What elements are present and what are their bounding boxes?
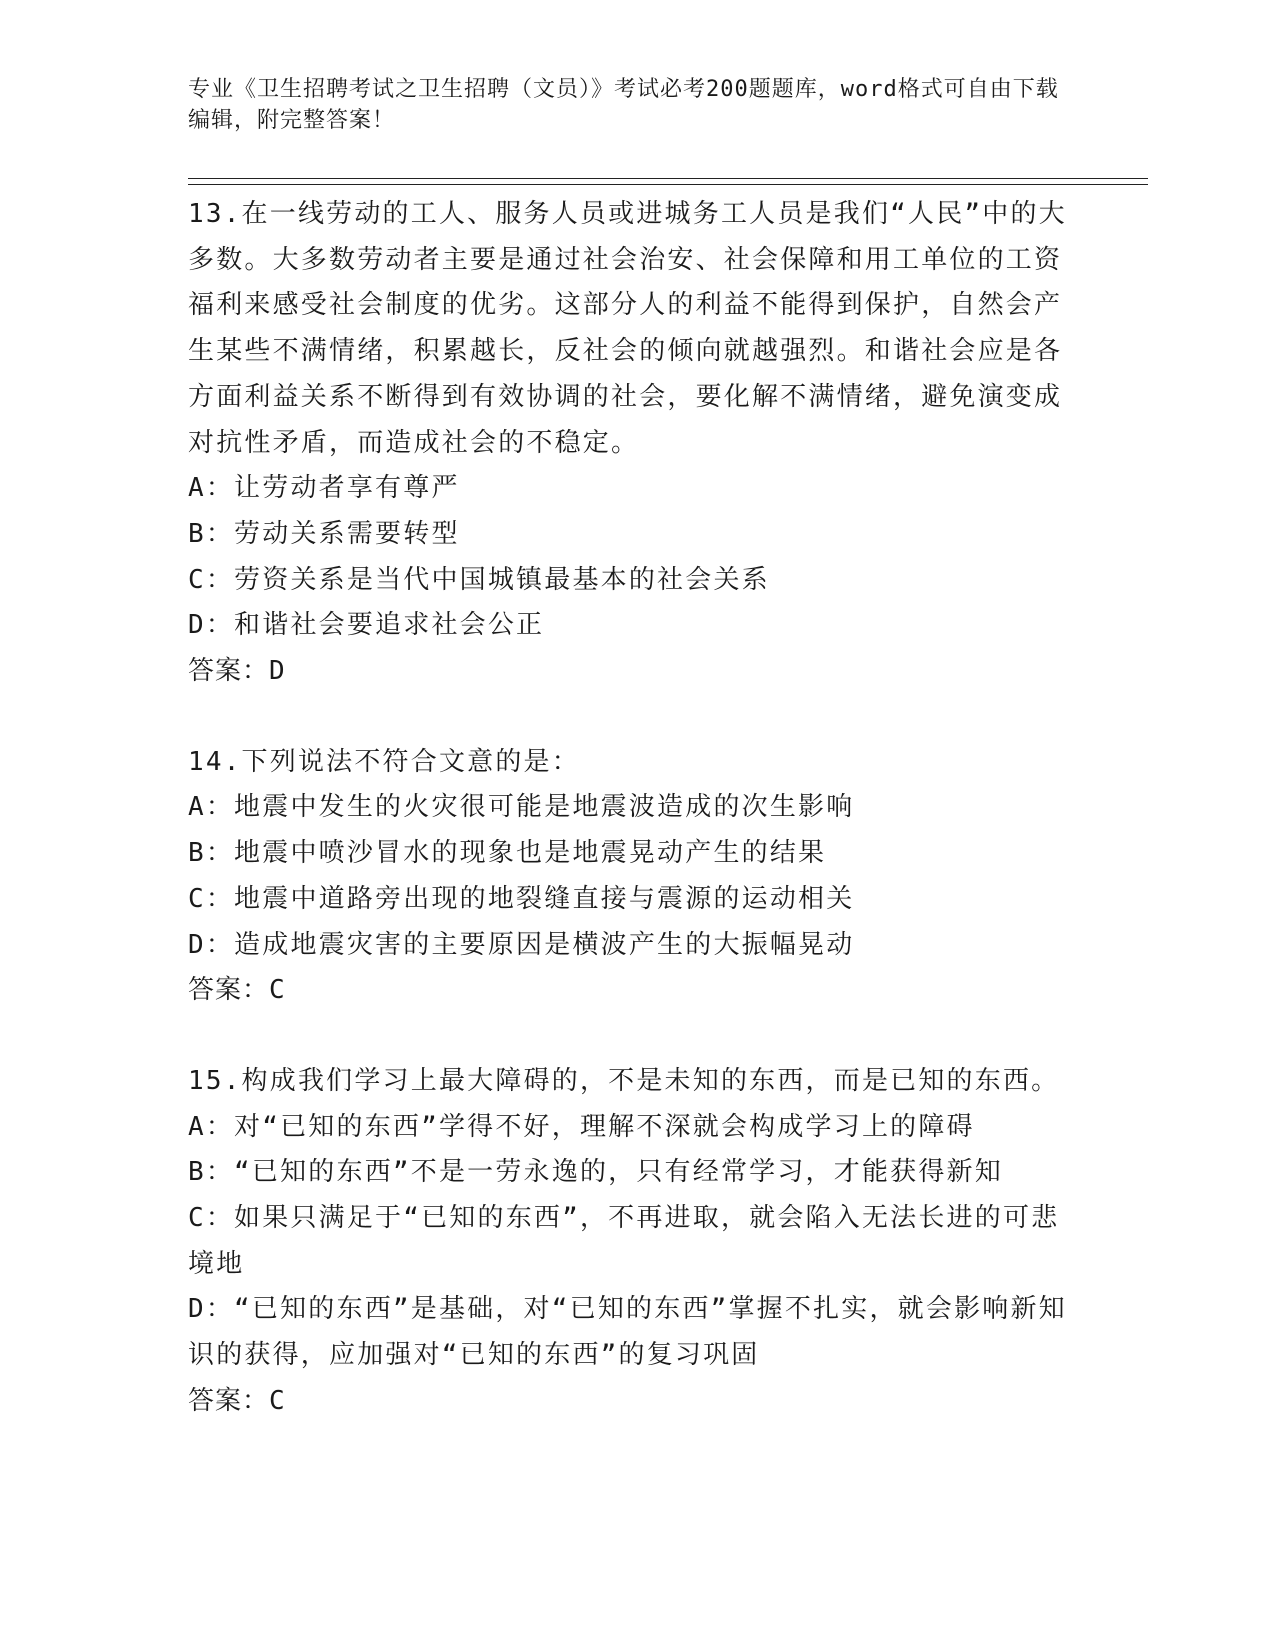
option-c: C：劳资关系是当代中国城镇最基本的社会关系 bbox=[188, 564, 770, 595]
answer-label: 答案： bbox=[188, 656, 270, 687]
document-header bbox=[188, 74, 1068, 136]
answer-value: C bbox=[269, 975, 286, 1006]
option-b: B：地震中喷沙冒水的现象也是地震晃动产生的结果 bbox=[188, 838, 827, 869]
answer-line bbox=[188, 968, 1068, 1014]
question-item bbox=[188, 192, 1068, 695]
answer-line bbox=[188, 649, 1068, 695]
option-c: C：如果只满足于“已知的东西”，不再进取，就会陷入无法长进的可悲境地 bbox=[188, 1203, 1060, 1279]
header-title: 专业《卫生招聘考试之卫生招聘（文员）》考试必考200题题库，word格式可自由下载编辑，附完整答案！ bbox=[188, 77, 1059, 133]
question-item bbox=[188, 740, 1068, 1014]
answer-value: D bbox=[269, 656, 286, 687]
option-c: C：地震中道路旁出现的地裂缝直接与震源的运动相关 bbox=[188, 883, 855, 914]
option-a: A：让劳动者享有尊严 bbox=[188, 473, 460, 504]
option-b: B：“已知的东西”不是一劳永逸的，只有经常学习，才能获得新知 bbox=[188, 1157, 1003, 1188]
option-a: A：地震中发生的火灾很可能是地震波造成的次生影响 bbox=[188, 792, 855, 823]
answer-label: 答案： bbox=[188, 1385, 270, 1416]
option-b: B：劳动关系需要转型 bbox=[188, 518, 460, 549]
question-item bbox=[188, 1059, 1068, 1425]
option-a: A：对“已知的东西”学得不好，理解不深就会构成学习上的障碍 bbox=[188, 1111, 975, 1142]
option-d: D：造成地震灾害的主要原因是横波产生的大振幅晃动 bbox=[188, 929, 855, 960]
answer-line bbox=[188, 1379, 1068, 1425]
header-divider bbox=[188, 178, 1148, 185]
answer-value: C bbox=[269, 1385, 286, 1416]
answer-label: 答案： bbox=[188, 975, 270, 1006]
question-stem: 14.下列说法不符合文意的是： bbox=[188, 746, 580, 777]
question-list bbox=[188, 192, 1068, 1425]
question-stem: 13.在一线劳动的工人、服务人员或进城务工人员是我们“人民”中的大多数。大多数劳动者主要是通过社会治安、社会保障和用工单位的工资福利来感受社会制度的优劣。这部分人的利益不能得到保护，自然会产生某些不满情绪，积累越长，反社会的倾向就越强烈。和谐社会应是各方面利益关系不断得到有效协调的社会，要化解不满情绪，避免演变成对抗性矛盾，而造成社会的不稳定。 bbox=[188, 199, 1067, 458]
option-d: D：“已知的东西”是基础，对“已知的东西”掌握不扎实，就会影响新知识的获得，应加强对“已知的东西”的复习巩固 bbox=[188, 1294, 1067, 1371]
option-d: D：和谐社会要追求社会公正 bbox=[188, 610, 545, 641]
question-stem: 15.构成我们学习上最大障碍的，不是未知的东西，而是已知的东西。 bbox=[188, 1065, 1060, 1096]
